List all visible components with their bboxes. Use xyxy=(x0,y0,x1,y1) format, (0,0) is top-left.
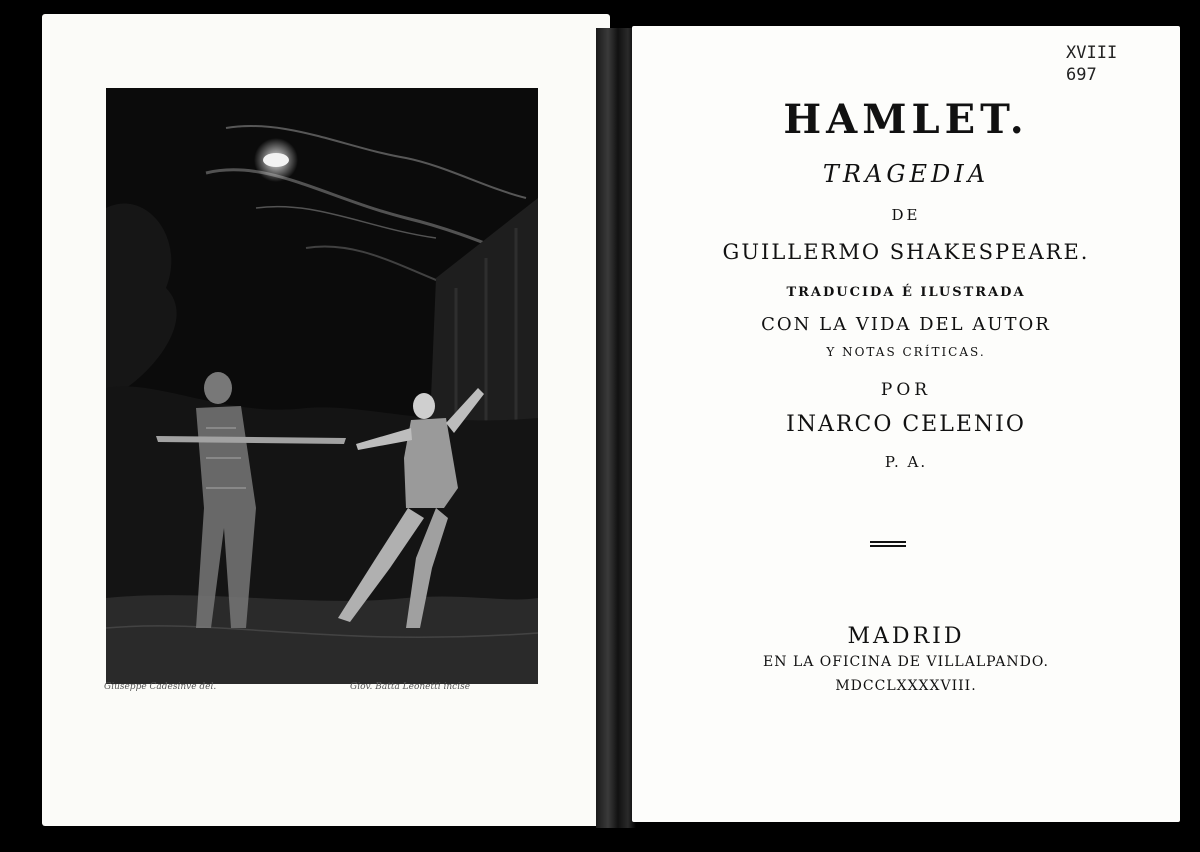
translator-suffix: P. A. xyxy=(884,453,928,471)
engraving-credit-engraver: Giov. Batta Leonetti incise xyxy=(350,682,471,692)
ornament-rule xyxy=(870,541,906,549)
imprint-city: MADRID xyxy=(847,624,965,649)
preposition-por: POR xyxy=(880,380,932,400)
preposition-de: DE xyxy=(891,206,921,224)
frontispiece-engraving xyxy=(106,88,538,684)
shelfmark-line-2: 697 xyxy=(1066,65,1097,85)
engraving-credit-draftsman: Giuseppe Cadesinve del. xyxy=(104,682,217,692)
book-gutter xyxy=(596,28,636,828)
imprint-year: MDCCLXXXXVIII. xyxy=(835,678,977,694)
shelfmark-line-1: XVIII xyxy=(1066,43,1118,63)
library-shelfmark xyxy=(1066,42,1116,86)
subtitle-line-2: CON LA VIDA DEL AUTOR xyxy=(761,314,1051,335)
book-genre: TRAGEDIA xyxy=(822,160,990,188)
ground xyxy=(106,595,538,684)
book-author: GUILLERMO SHAKESPEARE. xyxy=(722,240,1090,264)
moon-disc xyxy=(263,153,289,167)
engraving-scene-image xyxy=(106,88,538,684)
translator-name: INARCO CELENIO xyxy=(786,412,1026,437)
subtitle-line-3: Y NOTAS CRÍTICAS. xyxy=(826,345,986,359)
subtitle-line-1: TRADUCIDA É ILUSTRADA xyxy=(786,285,1026,300)
imprint-press: EN LA OFICINA DE VILLALPANDO. xyxy=(763,654,1049,670)
book-title: HAMLET. xyxy=(783,96,1029,143)
